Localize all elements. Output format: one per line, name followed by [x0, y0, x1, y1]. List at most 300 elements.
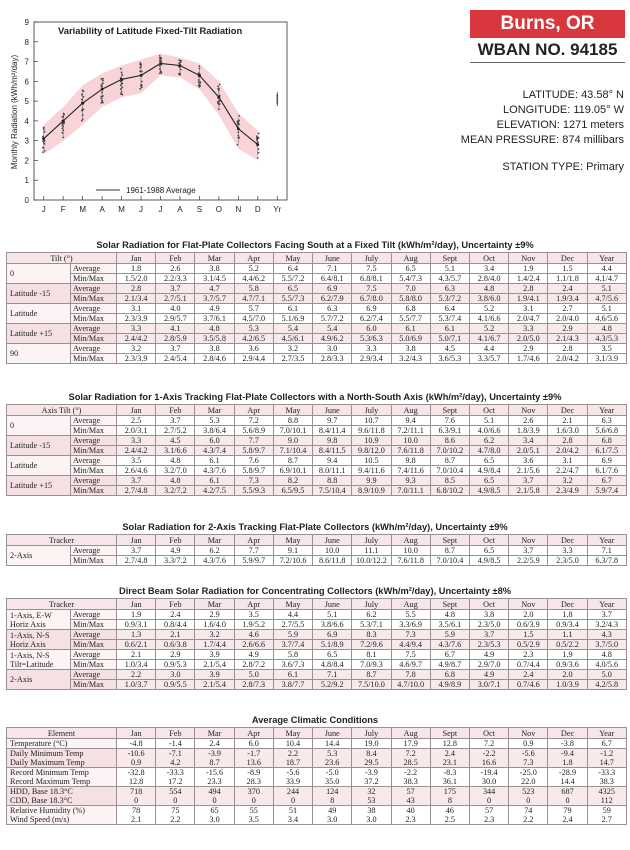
- chart-title: Variability of Latitude Fixed-Tilt Radiation: [58, 25, 243, 36]
- month-header: Jan: [117, 405, 156, 416]
- table-row: [7, 456, 627, 466]
- element-label: [7, 787, 117, 806]
- monthly-sample-point: [219, 84, 221, 86]
- average-value: 10.5: [352, 456, 391, 466]
- month-header: July: [352, 253, 391, 264]
- climate-value-1: -3.9: [208, 749, 222, 758]
- row-label-text: 1-Axis, N-S: [10, 630, 50, 640]
- minmax-value: 6.1/7.5: [587, 446, 626, 456]
- minmax-value: 4.0/6.6: [469, 426, 508, 436]
- month-header: Aug: [391, 599, 430, 610]
- average-value: 7.1: [587, 546, 626, 556]
- minmax-value: 5.6/6.8: [587, 426, 626, 436]
- climate-value-2: 3.4: [287, 815, 299, 824]
- minmax-value: 2.2/3.3: [156, 274, 195, 284]
- x-tick-label: M: [79, 205, 86, 214]
- minmax-value: 1.6/3.0: [548, 426, 587, 436]
- climate-value: [117, 749, 156, 768]
- minmax-label: Min/Max: [71, 556, 117, 566]
- climate-value-2: 0: [251, 796, 256, 805]
- average-value: 7.5: [391, 650, 430, 660]
- climate-value: [430, 768, 469, 787]
- minmax-value: 3.3/7.2: [156, 556, 195, 566]
- average-label: Average: [71, 630, 117, 640]
- minmax-value: 0.6/3.8: [156, 640, 195, 650]
- minmax-value: 0.7/4.4: [509, 660, 548, 670]
- minmax-value: 2.3/5.3: [469, 640, 508, 650]
- monthly-sample-point: [44, 150, 46, 152]
- average-value: 3.8: [195, 264, 234, 274]
- month-header: Sept: [430, 405, 469, 416]
- average-value: 8.1: [352, 650, 391, 660]
- header-row: [7, 535, 627, 546]
- minmax-value: 1.5/2.0: [117, 274, 156, 284]
- minmax-value: 2.3/3.9: [117, 354, 156, 364]
- average-value: 2.8: [117, 284, 156, 294]
- monthly-sample-point: [180, 60, 182, 62]
- minmax-value: 6.5/9.5: [273, 486, 312, 496]
- average-value: 2.6: [156, 264, 195, 274]
- average-value: 6.9: [313, 630, 352, 640]
- minmax-label: Min/Max: [71, 466, 117, 476]
- climate-value-2: 16.6: [481, 758, 497, 767]
- climate-value-2: 8: [447, 796, 452, 805]
- header-row: [7, 253, 627, 264]
- average-value: 6.9: [313, 284, 352, 294]
- average-value: 4.8: [587, 324, 626, 334]
- minmax-value: 2.0/4.7: [509, 314, 548, 324]
- minmax-value: 2.0/5.1: [509, 446, 548, 456]
- month-header: Mar: [195, 728, 234, 739]
- minmax-value: 2.6/6.6: [234, 640, 273, 650]
- climate-value-1: 687: [561, 787, 574, 796]
- average-value: 6.5: [469, 456, 508, 466]
- average-value: 11.1: [352, 546, 391, 556]
- minmax-value: 3.6/5.3: [430, 354, 469, 364]
- minmax-value: 4.2/7.5: [195, 486, 234, 496]
- minmax-value: 1.0/3.4: [117, 660, 156, 670]
- minmax-value: 2.4/4.2: [117, 446, 156, 456]
- climate-table: [6, 727, 627, 825]
- average-value: 6.4: [273, 264, 312, 274]
- row-label-text-2: Horiz Axis: [10, 619, 46, 629]
- average-value: 10.0: [391, 546, 430, 556]
- average-label: Average: [71, 436, 117, 446]
- climate-value-1: -10.6: [127, 749, 145, 758]
- header-row: [7, 728, 627, 739]
- minmax-value: 4.2/6.5: [234, 334, 273, 344]
- climate-value-1: 19.0: [364, 739, 379, 748]
- average-label: Average: [71, 324, 117, 334]
- minmax-value: 6.1/7.6: [587, 466, 626, 476]
- average-value: 5.8: [273, 650, 312, 660]
- climate-value-2: 29.5: [364, 758, 379, 767]
- legend-label: 1961-1988 Average: [126, 186, 196, 195]
- month-header: May: [273, 728, 312, 739]
- climate-value-1: 344: [482, 787, 496, 796]
- average-value: 5.3: [234, 324, 273, 334]
- average-value: 5.8: [234, 284, 273, 294]
- average-value: 1.5: [548, 264, 587, 274]
- climate-value: [352, 787, 391, 806]
- average-value: 4.4: [587, 264, 626, 274]
- row-label: [7, 304, 71, 324]
- table-row: [7, 640, 627, 650]
- monthly-sample-point: [159, 72, 161, 74]
- minmax-value: 1.6/4.0: [195, 620, 234, 630]
- row-label-text: Latitude +15: [10, 481, 53, 490]
- month-header: Mar: [195, 599, 234, 610]
- element-label: [7, 806, 117, 825]
- minmax-value: 2.0/4.0: [548, 314, 587, 324]
- average-value: 2.8: [548, 344, 587, 354]
- monthly-sample-point: [81, 120, 83, 122]
- minmax-value: 5.4/7.3: [391, 274, 430, 284]
- x-tick-label: J: [139, 205, 144, 214]
- minmax-value: 1.9/3.4: [548, 294, 587, 304]
- minmax-value: 7.6/11.8: [391, 556, 430, 566]
- climate-value-1: 554: [169, 787, 182, 796]
- climate-value: [587, 749, 626, 768]
- climate-value-2: 3.5: [248, 815, 259, 824]
- minmax-value: 3.0/7.1: [469, 680, 508, 690]
- table-row: [7, 630, 627, 640]
- climate-value: [587, 768, 626, 787]
- climate-value-2: 0: [212, 796, 217, 805]
- average-value: 2.4: [509, 670, 548, 680]
- climate-value-1: 370: [247, 787, 260, 796]
- yearly-sample-point: [276, 102, 278, 104]
- average-value: 9.8: [313, 436, 352, 446]
- climate-value-1: 40: [406, 806, 415, 815]
- average-value: 9.7: [313, 416, 352, 426]
- minmax-value: 2.1/3.4: [117, 294, 156, 304]
- climate-value-1: 32: [367, 787, 376, 796]
- row-label-text: 1-Axis, E-W: [10, 610, 52, 620]
- minmax-label: Min/Max: [71, 640, 117, 650]
- average-value: 6.7: [587, 476, 626, 486]
- climate-value: [391, 787, 430, 806]
- average-value: 1.9: [117, 610, 156, 620]
- climate-value: [587, 806, 626, 825]
- average-label: Average: [71, 670, 117, 680]
- minmax-value: 5.2/9.2: [313, 680, 352, 690]
- climate-value-2: 14.7: [599, 758, 614, 767]
- minmax-value: 7.4/11.6: [391, 466, 430, 476]
- month-header: Jan: [117, 599, 156, 610]
- climate-value-2: 0: [173, 796, 178, 805]
- average-value: 3.3: [352, 344, 391, 354]
- climate-value: [273, 749, 312, 768]
- average-label: Average: [71, 264, 117, 274]
- minmax-value: 7.2/10.6: [273, 556, 312, 566]
- climate-value: [509, 739, 548, 749]
- climate-value: [117, 768, 156, 787]
- average-value: 1.8: [117, 264, 156, 274]
- average-value: 6.1: [195, 456, 234, 466]
- climate-value: [117, 787, 156, 806]
- climate-value: [313, 739, 352, 749]
- climate-value-1: -2.2: [482, 749, 496, 758]
- average-point: [62, 119, 65, 122]
- average-value: 2.6: [509, 416, 548, 426]
- table-row: [7, 476, 627, 486]
- average-value: 2.9: [156, 650, 195, 660]
- minmax-value: 4.7/5.6: [587, 294, 626, 304]
- climate-value: [587, 739, 626, 749]
- climate-value: [469, 749, 508, 768]
- average-value: 5.1: [587, 284, 626, 294]
- minmax-label: Min/Max: [71, 446, 117, 456]
- x-tick-label: J: [41, 205, 46, 214]
- one-axis-title: Solar Radiation for 1-Axis Tracking Flat-Plate Collectors with a North-South Axis (kWh/m²/day), Uncertainty ±9%: [68, 392, 562, 402]
- minmax-value: 2.7/3.5: [273, 354, 312, 364]
- element-label-text-2: Daily Maximum Temp: [10, 758, 85, 767]
- average-value: 2.0: [509, 610, 548, 620]
- climate-value-1: 494: [208, 787, 221, 796]
- climate-value-1: -5.0: [325, 768, 339, 777]
- table-row: [7, 416, 627, 426]
- average-value: 1.8: [548, 610, 587, 620]
- climate-value-2: 30.0: [481, 777, 497, 786]
- element-label-text-2: Record Maximum Temp: [10, 777, 91, 786]
- month-header: Dec: [548, 599, 587, 610]
- climate-value-1: 244: [286, 787, 300, 796]
- month-header: Year: [587, 728, 626, 739]
- climate-value-2: 3.0: [327, 815, 338, 824]
- climate-value: [430, 739, 469, 749]
- month-header: Nov: [509, 405, 548, 416]
- month-header: Apr: [234, 535, 273, 546]
- climate-value-2: 3.0: [209, 815, 220, 824]
- table-row: [7, 768, 627, 787]
- average-value: 7.0: [391, 284, 430, 294]
- element-label-text: Record Minimum Temp: [10, 768, 89, 777]
- climate-value-1: 2.4: [444, 749, 455, 758]
- average-value: 6.7: [430, 650, 469, 660]
- climate-value: [352, 739, 391, 749]
- x-tick-label: D: [254, 205, 261, 214]
- average-value: 8.7: [273, 456, 312, 466]
- average-point: [42, 137, 45, 140]
- minmax-value: 0.9/5.3: [156, 660, 195, 670]
- average-value: 7.6: [430, 416, 469, 426]
- climate-value-1: -4.8: [129, 739, 143, 748]
- minmax-value: 3.7/5.0: [587, 640, 626, 650]
- minmax-value: 6.3/7.8: [587, 556, 626, 566]
- climate-value-2: 38.3: [599, 777, 614, 786]
- minmax-value: 2.3/5.0: [548, 556, 587, 566]
- average-value: 1.1: [548, 630, 587, 640]
- table-row: [7, 334, 627, 344]
- minmax-value: 8.6/11.8: [313, 556, 352, 566]
- month-header: Jan: [117, 728, 156, 739]
- climate-value-2: 53: [367, 796, 376, 805]
- month-header: Dec: [548, 253, 587, 264]
- minmax-label: Min/Max: [71, 274, 117, 284]
- table-row: [7, 806, 627, 825]
- table-row: [7, 324, 627, 334]
- y-tick-label: 5: [24, 97, 29, 107]
- average-value: 5.3: [195, 416, 234, 426]
- monthly-sample-point: [159, 55, 161, 57]
- row-label-text: 0: [10, 269, 15, 278]
- minmax-label: Min/Max: [71, 314, 117, 324]
- minmax-value: 5.1/8.9: [313, 640, 352, 650]
- average-value: 2.9: [195, 610, 234, 620]
- climate-value: [430, 749, 469, 768]
- climate-value-1: 51: [288, 806, 298, 815]
- minmax-value: 5.5/7.7: [391, 314, 430, 324]
- minmax-label: Min/Max: [71, 486, 117, 496]
- row-label-text: 0: [10, 421, 15, 430]
- month-header: Nov: [509, 728, 548, 739]
- climate-value-1: -8.9: [247, 768, 261, 777]
- x-tick-label: O: [215, 205, 223, 214]
- average-value: 5.2: [469, 324, 508, 334]
- minmax-value: 4.3/7.6: [195, 466, 234, 476]
- minmax-value: 2.0/5.0: [509, 334, 548, 344]
- average-label: Average: [71, 650, 117, 660]
- average-value: 8.7: [430, 456, 469, 466]
- row-label-text: 1-Axis, N-S: [10, 650, 50, 660]
- monthly-sample-point: [62, 137, 64, 139]
- average-label: Average: [71, 476, 117, 486]
- minmax-value: 6.8/8.1: [352, 274, 391, 284]
- average-value: 4.7: [195, 284, 234, 294]
- average-value: 7.3: [391, 630, 430, 640]
- average-value: 6.5: [313, 650, 352, 660]
- minmax-value: 5.8/9.7: [234, 466, 273, 476]
- minmax-value: 3.5/6.1: [430, 620, 469, 630]
- average-value: 4.4: [469, 344, 508, 354]
- climate-value: [469, 739, 508, 749]
- climate-value-2: 0: [487, 796, 492, 805]
- minmax-value: 2.9/7.0: [469, 660, 508, 670]
- yearly-sample-point: [276, 100, 278, 102]
- climate-value-1: -1.2: [600, 749, 614, 758]
- element-label-text: HDD, Base 18.3°C: [10, 787, 73, 796]
- row-label: [7, 670, 71, 690]
- minmax-value: 3.7/5.7: [195, 294, 234, 304]
- minmax-value: 2.3/4.9: [548, 486, 587, 496]
- climate-value: [195, 787, 234, 806]
- climate-value: [117, 806, 156, 825]
- month-header: Mar: [195, 535, 234, 546]
- minmax-value: 5.0/6.9: [391, 334, 430, 344]
- month-header: Oct: [469, 535, 508, 546]
- minmax-value: 4.6/9.7: [391, 660, 430, 670]
- average-value: 7.5: [352, 264, 391, 274]
- month-header: Dec: [548, 728, 587, 739]
- minmax-value: 3.2/4.3: [587, 620, 626, 630]
- climate-value-1: -32.8: [127, 768, 145, 777]
- climate-value: [509, 749, 548, 768]
- climate-value-1: 74: [524, 806, 533, 815]
- monthly-sample-point: [178, 73, 180, 75]
- minmax-value: 2.8/4.6: [195, 354, 234, 364]
- minmax-value: 0.5/2.2: [548, 640, 587, 650]
- climate-value-2: 4.2: [170, 758, 181, 767]
- average-value: 8.3: [352, 630, 391, 640]
- minmax-value: 7.0/10.1: [273, 426, 312, 436]
- minmax-value: 0.9/3.4: [548, 620, 587, 630]
- minmax-value: 4.0/5.6: [587, 660, 626, 670]
- climate-value: [548, 806, 587, 825]
- minmax-value: 2.7/5.1: [156, 294, 195, 304]
- average-value: 10.7: [352, 416, 391, 426]
- minmax-value: 9.6/11.8: [352, 426, 391, 436]
- element-label-text: Temperature (°C): [10, 739, 68, 748]
- minmax-value: 2.8/3.3: [313, 354, 352, 364]
- minmax-label: Min/Max: [71, 294, 117, 304]
- climate-value-1: -8.3: [443, 768, 457, 777]
- header-row: [7, 599, 627, 610]
- minmax-value: 2.4/4.2: [117, 334, 156, 344]
- minmax-value: 3.1/6.6: [156, 446, 195, 456]
- average-value: 5.5: [391, 610, 430, 620]
- climate-value-2: 38.3: [403, 777, 418, 786]
- row-label: [7, 456, 71, 476]
- average-value: 3.3: [548, 546, 587, 556]
- climate-value-1: 57: [406, 787, 415, 796]
- climate-value-2: 28.3: [246, 777, 261, 786]
- table-row: [7, 660, 627, 670]
- climate-value-1: 75: [171, 806, 180, 815]
- climate-value-1: -19.4: [480, 768, 498, 777]
- month-header: July: [352, 728, 391, 739]
- average-value: 6.1: [273, 304, 312, 314]
- minmax-value: 4.9/6.2: [313, 334, 352, 344]
- average-value: 6.5: [273, 284, 312, 294]
- column-header-label: Element: [7, 728, 117, 739]
- monthly-sample-point: [237, 144, 239, 146]
- climate-value-2: 112: [600, 796, 613, 805]
- x-tick-label: M: [118, 205, 125, 214]
- table-row: [7, 546, 627, 556]
- climate-value-2: 2.3: [483, 815, 495, 824]
- minmax-value: 4.8/8.4: [313, 660, 352, 670]
- minmax-value: 6.9/10.1: [273, 466, 312, 476]
- month-header: Oct: [469, 599, 508, 610]
- minmax-value: 5.9/9.7: [234, 556, 273, 566]
- average-value: 3.7: [469, 630, 508, 640]
- month-header: Oct: [469, 253, 508, 264]
- climate-value-1: -15.6: [206, 768, 224, 777]
- climate-value-1: 59: [602, 806, 611, 815]
- minmax-value: 5.7/7.2: [313, 314, 352, 324]
- column-header-label: Tracker: [7, 599, 117, 610]
- climate-value: [391, 806, 430, 825]
- minmax-value: 7.5/10.0: [352, 680, 391, 690]
- elevation-text: ELEVATION: 1271 meters: [496, 119, 624, 131]
- average-value: 3.4: [469, 264, 508, 274]
- element-label-text: Daily Minimum Temp: [10, 749, 84, 758]
- climate-value-1: 2.2: [287, 749, 299, 758]
- element-label-text: Relative Humidity (%): [10, 806, 86, 815]
- climate-value-2: 0.9: [130, 758, 142, 767]
- climate-value: [548, 787, 587, 806]
- minmax-value: 3.8/6.4: [195, 426, 234, 436]
- average-value: 6.0: [352, 324, 391, 334]
- minmax-value: 4.3/7.6: [430, 640, 469, 650]
- minmax-value: 2.9/5.7: [156, 314, 195, 324]
- minmax-value: 3.1/3.9: [587, 354, 626, 364]
- average-value: 5.9: [273, 630, 312, 640]
- x-tick-label: A: [99, 205, 105, 214]
- average-value: 8.8: [273, 416, 312, 426]
- average-value: 8.2: [273, 476, 312, 486]
